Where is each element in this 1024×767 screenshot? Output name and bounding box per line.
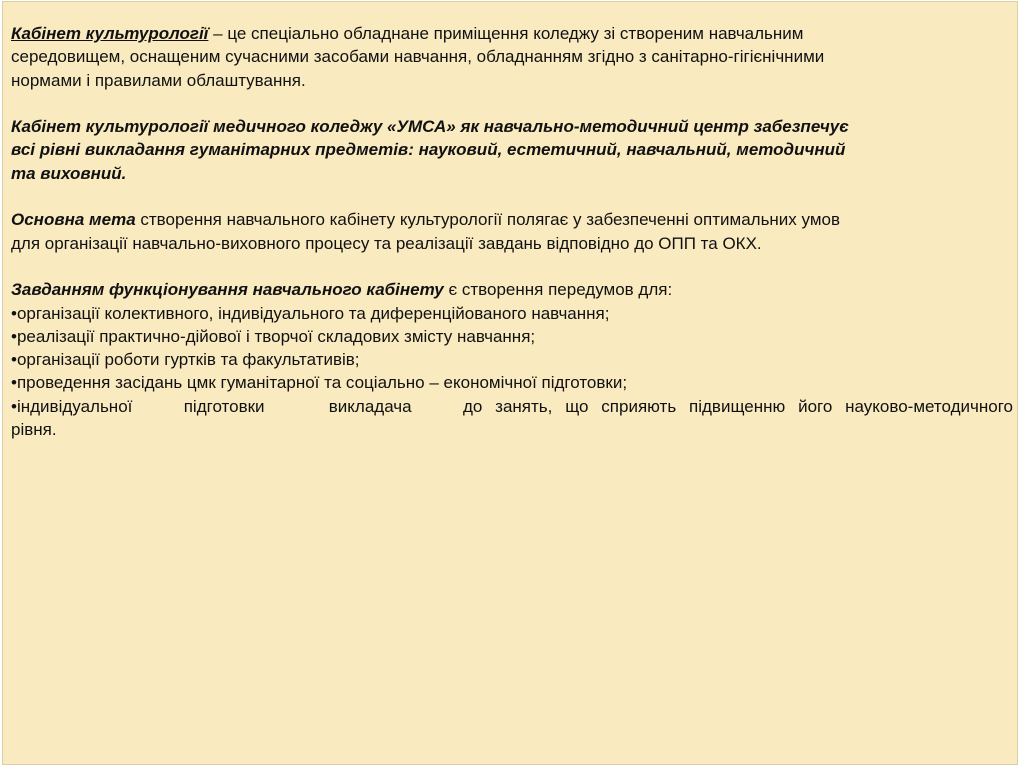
tasks-lead-line <box>11 278 1013 301</box>
main-goal-term: Основна мета <box>11 210 136 230</box>
tasks-lead-text: є створення передумов для: <box>443 280 673 300</box>
definition-line-1-text: – це спеціально обладнане приміщення коледжу зі створеним навчальним <box>208 24 804 43</box>
center-role-line-2: всі рівні викладання гуманітарних предметів: науковий, естетичний, навчальний, методичний <box>11 140 846 160</box>
paragraph-tasks <box>11 278 1013 441</box>
task-bullet-5-line-1: •індивідуальної підготовки викладача до занять, що сприяють підвищенню його науково-методичного <box>11 396 1013 416</box>
center-role-line-3: та виховний. <box>11 163 127 183</box>
definition-line-3: нормами і правилами облаштування. <box>11 70 306 90</box>
task-bullet-1: •організації колективного, індивідуального та диференційованого навчання; <box>11 303 610 323</box>
definition-term: Кабінет культурології <box>11 24 209 43</box>
slide-text-body <box>11 22 1013 465</box>
definition-line-1 <box>11 22 1013 45</box>
paragraph-center-role <box>11 115 1013 185</box>
center-role-line-1: Кабінет культурології медичного коледжу «УМСА» як навчально-методичний центр забезпечує <box>11 117 849 137</box>
main-goal-line-1 <box>11 208 1013 231</box>
task-bullet-5-line-2: рівня. <box>11 420 57 440</box>
task-bullet-2: •реалізації практично-дійової і творчої складових змісту навчання; <box>11 326 536 346</box>
tasks-term: Завданням функціонування навчального кабінету <box>11 280 444 300</box>
paragraph-main-goal <box>11 208 1013 255</box>
task-bullet-3: •організації роботи гуртків та факультативів; <box>11 350 360 370</box>
main-goal-line-1-text: створення навчального кабінету культурології полягає у забезпеченні оптимальних умов <box>135 210 841 230</box>
task-bullet-4: •проведення засідань цмк гуманітарної та соціально – економічної підготовки; <box>11 373 628 393</box>
main-goal-line-2: для організації навчально-виховного процесу та реалізації завдань відповідно до ОПП та ОКХ. <box>11 233 762 253</box>
definition-line-2: середовищем, оснащеним сучасними засобами навчання, обладнанням згідно з санітарно-гігієнічними <box>11 47 825 67</box>
slide <box>2 1 1018 765</box>
paragraph-definition <box>11 22 1013 92</box>
